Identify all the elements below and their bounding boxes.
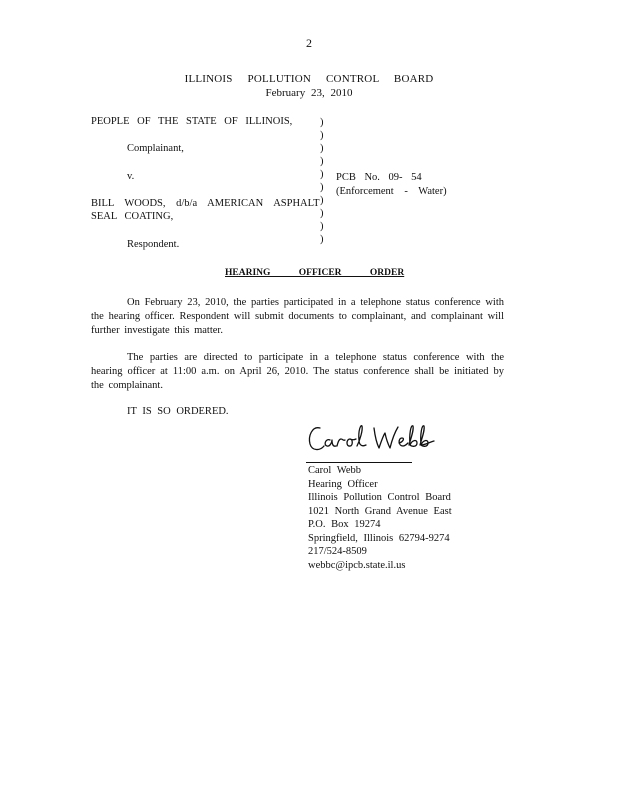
signer-organization: Illinois Pollution Control Board [308,492,451,503]
handwritten-signature [306,418,446,458]
signer-city: Springfield, Illinois 62794-9274 [308,532,450,544]
signer-phone: 217/524-8509 [308,546,367,557]
respondent-label: Respondent. [127,239,180,250]
paragraph-text: The parties are directed to participate in a telephone status conference with the hearing officer at 11:00 a.m. on April 26, 2010. The status conference shall be initiated by the complainant. [91,352,504,391]
page-number: 2 [306,36,312,50]
order-date: February 23, 2010 [265,87,353,99]
signature-line [306,462,412,463]
order-paragraph-2 [91,351,504,393]
signer-email: webbc@ipcb.state.il.us [308,559,406,571]
plaintiff-name: PEOPLE OF THE STATE OF ILLINOIS, [91,116,293,127]
signer-street: 1021 North Grand Avenue East [308,505,452,517]
closing-statement: IT IS SO ORDERED. [127,406,229,417]
caption-divider: ) ) ) ) ) ) ) ) ) ) [320,117,324,245]
signer-block [308,464,452,572]
board-name: ILLINOIS POLLUTION CONTROL BOARD [184,73,434,85]
signer-title: Hearing Officer [308,478,378,490]
case-number-block [336,171,447,199]
order-paragraph-1 [91,296,504,338]
case-number: PCB No. 09- 54 [336,172,422,183]
case-type: (Enforcement - Water) [336,186,447,197]
signer-name: Carol Webb [308,465,361,476]
paragraph-text: On February 23, 2010, the parties participated in a telephone status conference with the hearing officer. Respondent will submit documents to complainant, and complainant will further investigate this matter. [91,297,504,336]
versus-label: v. [127,171,135,182]
complainant-label: Complainant, [127,143,184,154]
signer-po-box: P.O. Box 19274 [308,519,381,530]
case-caption [91,116,511,256]
document-header [0,72,618,100]
order-title: HEARING OFFICER ORDER [225,268,405,278]
defendant-name-line2: SEAL COATING, [91,211,174,222]
defendant-name-line1: BILL WOODS, d/b/a AMERICAN ASPHALT [91,198,320,209]
